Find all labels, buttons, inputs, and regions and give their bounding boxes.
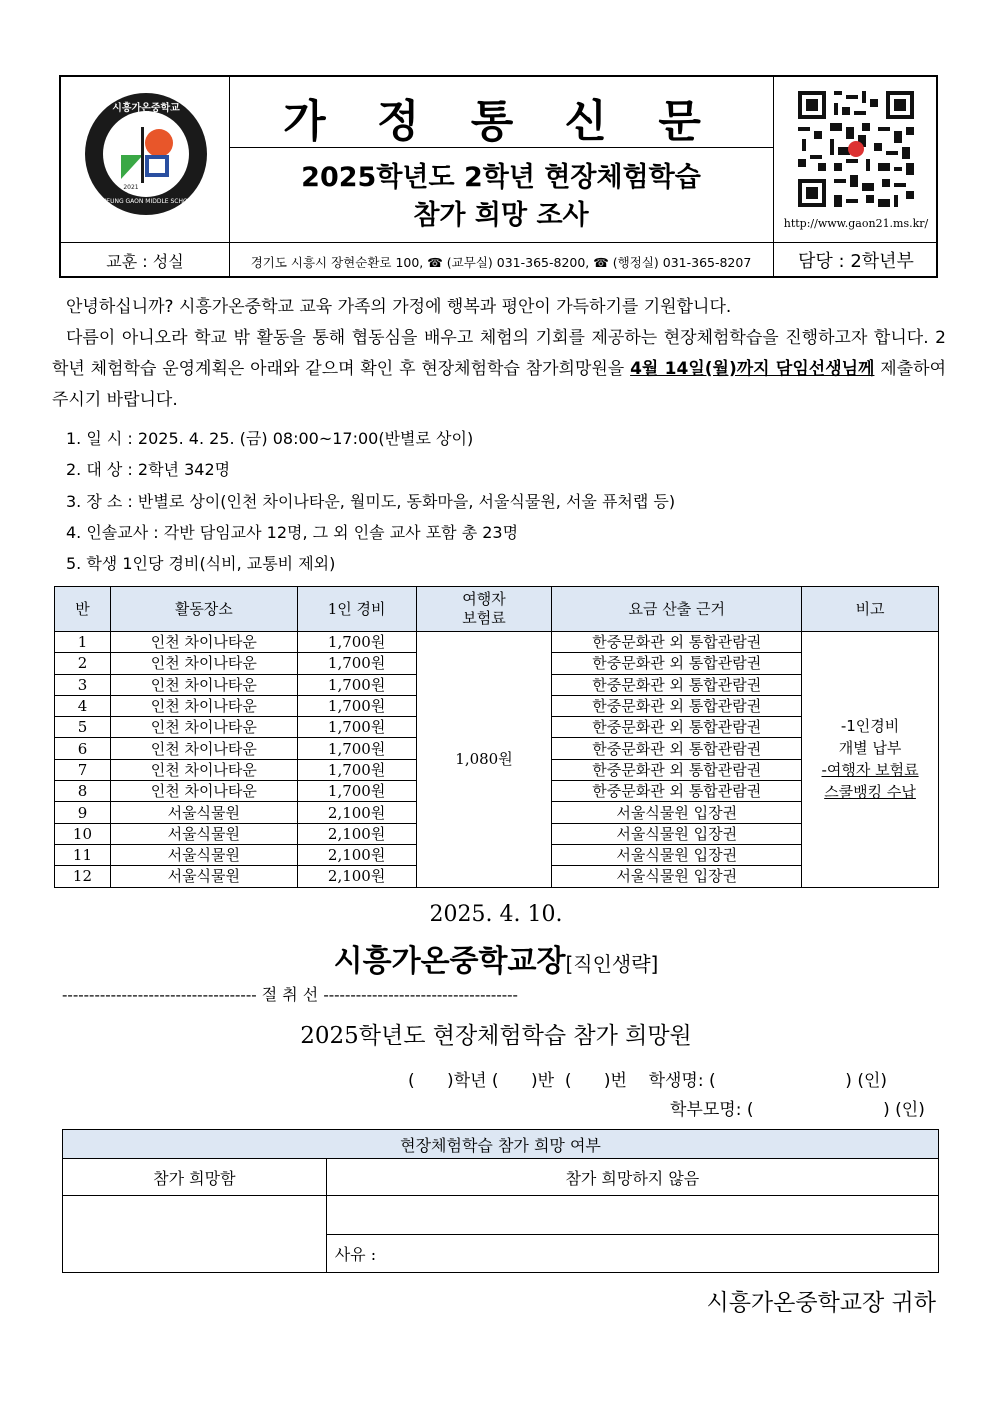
fee-basis: 한중문화관 외 통합관람권: [552, 738, 802, 759]
option-participate: 참가 희망함: [63, 1159, 327, 1196]
logo-subtext: SIHEUNG GAON MIDDLE SCHOOL: [96, 198, 196, 205]
cut-line: ------------------------------------ 절 취 선 ------------------------------------: [62, 985, 518, 1004]
note-line: -여행자 보험료: [821, 761, 919, 780]
class-number: 2: [55, 653, 111, 674]
per-person-cost: 1,700원: [297, 738, 416, 759]
activity-place: 인천 차이나타운: [110, 759, 297, 780]
fee-basis: 서울식물원 입장권: [552, 866, 802, 887]
newsletter-title: 가 정 통 신 문: [283, 96, 719, 147]
per-person-cost: 1,700원: [297, 695, 416, 716]
col-header-class: 반: [55, 587, 111, 632]
per-person-cost: 1,700원: [297, 653, 416, 674]
purpose-paragraph: 다름이 아니오라 학교 밖 활동을 통해 협동심을 배우고 체험의 기회를 제공하는 현장체험학습을 진행하고자 합니다. 2학년 체험학습 운영계획은 아래와 같으며 확인 후 현장체험학습 참가희망원을 4월 14일(월)까지 담임선생님께 제출하여 주시기 바랍니다.: [52, 328, 946, 410]
fee-basis: 한중문화관 외 통합관람권: [552, 717, 802, 738]
participation-table-title: 현장체험학습 참가 희망 여부: [63, 1130, 939, 1159]
per-person-cost: 2,100원: [297, 866, 416, 887]
per-person-cost: 2,100원: [297, 844, 416, 865]
parent-name-line[interactable]: 학부모명: ( ) (인): [670, 1100, 925, 1120]
option-not-participate: 참가 희망하지 않음: [326, 1159, 938, 1196]
fee-basis: 한중문화관 외 통합관람권: [552, 632, 802, 653]
table-row: [55, 632, 939, 653]
school-logo: [83, 91, 209, 217]
logo-text: 시흥가온중학교: [112, 103, 180, 114]
class-number: 4: [55, 695, 111, 716]
col-header-insurance: 여행자 보험료: [416, 587, 552, 632]
per-person-cost: 1,700원: [297, 632, 416, 653]
note-cell: [802, 632, 939, 888]
per-person-cost: 1,700원: [297, 717, 416, 738]
col-header-basis: 요금 산출 근거: [552, 587, 802, 632]
per-person-cost: 1,700원: [297, 759, 416, 780]
list-item: 2. 대 상 : 2학년 342명: [66, 460, 231, 479]
activity-place: 인천 차이나타운: [110, 717, 297, 738]
note-line: 개별 납부: [838, 739, 902, 758]
fee-basis: 한중문화관 외 통합관람권: [552, 781, 802, 802]
class-number: 5: [55, 717, 111, 738]
list-item: 5. 학생 1인당 경비(식비, 교통비 제외): [66, 554, 336, 573]
note-line: -1인경비: [840, 717, 900, 736]
department-in-charge: 담당 : 2학년부: [798, 251, 914, 272]
fee-basis: 한중문화관 외 통합관람권: [552, 674, 802, 695]
student-info-line[interactable]: ( )학년 ( )반 ( )번 학생명: ( ) (인): [408, 1071, 888, 1091]
class-number: 8: [55, 781, 111, 802]
note-line: 스쿨뱅킹 수납: [824, 783, 916, 802]
issue-date: 2025. 4. 10.: [429, 902, 563, 927]
school-motto: 교훈 : 성실: [106, 252, 184, 271]
fee-basis: 한중문화관 외 통합관람권: [552, 695, 802, 716]
fee-basis: 한중문화관 외 통합관람권: [552, 653, 802, 674]
newsletter-subtitle: 2025학년도 2학년 현장체험학습 참가 희망 조사: [301, 162, 701, 231]
participation-table: [62, 1129, 939, 1273]
activity-place: 인천 차이나타운: [110, 632, 297, 653]
school-url[interactable]: http://www.gaon21.ms.kr/: [783, 217, 929, 230]
not-participate-check-cell[interactable]: [326, 1196, 938, 1235]
class-number: 6: [55, 738, 111, 759]
activity-place: 인천 차이나타운: [110, 695, 297, 716]
activity-place: 서울식물원: [110, 844, 297, 865]
expense-table: [54, 586, 939, 888]
fee-basis: 서울식물원 입장권: [552, 823, 802, 844]
col-header-cost: 1인 경비: [297, 587, 416, 632]
participate-check-cell[interactable]: [63, 1196, 327, 1273]
fee-basis: 서울식물원 입장권: [552, 802, 802, 823]
deadline-text: 4월 14일(월)까지 담임선생님께: [630, 359, 875, 379]
class-number: 3: [55, 674, 111, 695]
form-title: 2025학년도 현장체험학습 참가 희망원: [300, 1023, 692, 1049]
class-number: 12: [55, 866, 111, 887]
class-number: 7: [55, 759, 111, 780]
activity-place: 인천 차이나타운: [110, 738, 297, 759]
newsletter-header: [59, 75, 938, 278]
logo-year: 2021: [123, 184, 139, 191]
class-number: 10: [55, 823, 111, 844]
col-header-place: 활동장소: [110, 587, 297, 632]
per-person-cost: 2,100원: [297, 802, 416, 823]
list-item: 3. 장 소 : 반별로 상이(인천 차이나타운, 월미도, 동화마을, 서울식물원, 서울 퓨처랩 등): [66, 492, 676, 511]
activity-place: 서울식물원: [110, 866, 297, 887]
addressee: 시흥가온중학교장 귀하: [706, 1290, 936, 1316]
activity-place: 서울식물원: [110, 802, 297, 823]
activity-place: 서울식물원: [110, 823, 297, 844]
per-person-cost: 2,100원: [297, 823, 416, 844]
list-item: 4. 인솔교사 : 각반 담임교사 12명, 그 외 인솔 교사 포함 총 23명: [66, 523, 519, 542]
school-address: 경기도 시흥시 장현순환로 100, ☎ (교무실) 031-365-8200, ☎ (행정실) 031-365-8207: [250, 255, 752, 270]
class-number: 11: [55, 844, 111, 865]
qr-code-icon[interactable]: [794, 87, 918, 211]
fee-basis: 한중문화관 외 통합관람권: [552, 759, 802, 780]
per-person-cost: 1,700원: [297, 674, 416, 695]
per-person-cost: 1,700원: [297, 781, 416, 802]
fee-basis: 서울식물원 입장권: [552, 844, 802, 865]
activity-place: 인천 차이나타운: [110, 781, 297, 802]
table-header-row: [55, 587, 939, 632]
class-number: 9: [55, 802, 111, 823]
list-item: 1. 일 시 : 2025. 4. 25. (금) 08:00~17:00(반별로 상이): [66, 429, 474, 448]
greeting-paragraph: 안녕하십니까? 시흥가온중학교 교육 가족의 가정에 행복과 평안이 가득하기를 기원합니다.: [66, 297, 732, 317]
activity-place: 인천 차이나타운: [110, 674, 297, 695]
principal-signature: 시흥가온중학교장[직인생략]: [333, 944, 659, 979]
class-number: 1: [55, 632, 111, 653]
activity-place: 인천 차이나타운: [110, 653, 297, 674]
seal-omitted: [직인생략]: [565, 952, 659, 976]
col-header-note: 비고: [802, 587, 939, 632]
reason-field[interactable]: 사유 :: [326, 1235, 938, 1273]
insurance-fee: 1,080원: [416, 632, 552, 888]
